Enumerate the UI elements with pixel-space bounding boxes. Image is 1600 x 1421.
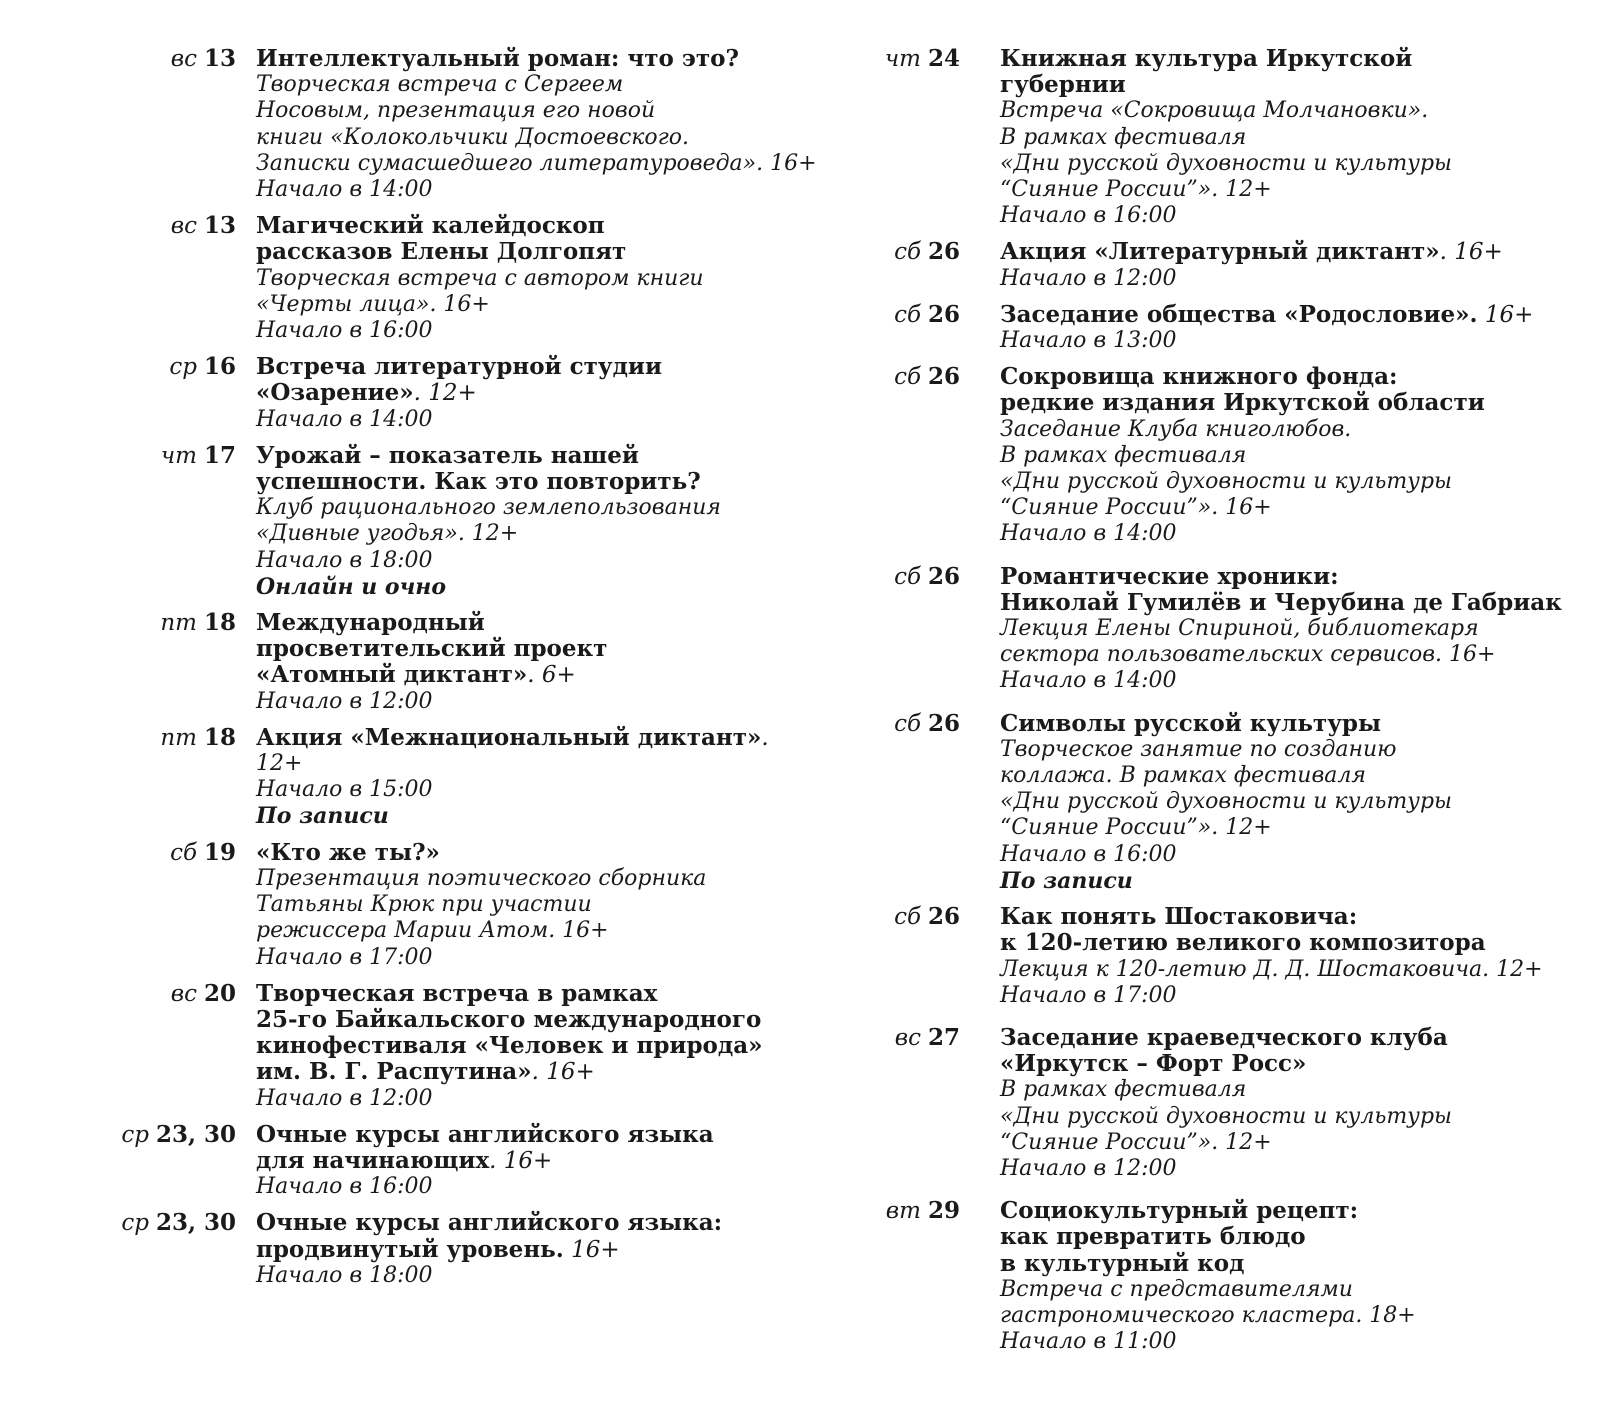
- event-item: [110, 725, 810, 830]
- event-weekday: чт: [884, 46, 921, 72]
- event-description-line: Презентация поэтического сборника: [256, 865, 707, 891]
- event-weekday: сб: [170, 839, 197, 866]
- event-title-line: Социокультурный рецепт:: [1000, 1197, 1359, 1225]
- event-title-text: Заседание общества «Родословие».: [1000, 300, 1478, 328]
- event-item: [860, 239, 1590, 291]
- event-attendance-note: Онлайн и очно: [256, 573, 447, 600]
- event-weekday: ср: [121, 1121, 149, 1148]
- event-details: [1000, 364, 1590, 547]
- event-title: [256, 213, 810, 265]
- event-title-text: для начинающих: [256, 1146, 490, 1174]
- event-title-line: 25-го Байкальского международного: [256, 1005, 762, 1033]
- event-start-time: Начало в 11:00: [1000, 1329, 1177, 1355]
- event-title: [1000, 711, 1590, 737]
- event-start-time: Начало в 18:00: [256, 547, 433, 573]
- event-title-line: Романтические хроники:: [1000, 562, 1339, 590]
- event-description-line: “Сияние России”». 12+: [1000, 1129, 1272, 1155]
- event-day-number: 29: [927, 1197, 960, 1225]
- event-age-rating: . 16+: [1439, 239, 1503, 266]
- event-description-line: Записки сумасшедшего литературоведа». 16+: [256, 150, 817, 176]
- schedule-column-right: [860, 46, 1590, 1355]
- event-date: [860, 711, 960, 737]
- event-details: [256, 725, 810, 830]
- event-details: [1000, 302, 1590, 354]
- event-title-line: просветительский проект: [256, 635, 608, 663]
- event-description-line: Татьяны Крюк при участии: [256, 892, 592, 918]
- event-start-time: Начало в 14:00: [256, 406, 433, 432]
- event-item: [860, 564, 1590, 695]
- event-age-rating: . 16+: [489, 1147, 553, 1174]
- event-title-line: Заседание краеведческого клуба: [1000, 1023, 1448, 1051]
- event-description-line: Лекция Елены Спириной, библиотекаря: [1000, 616, 1479, 642]
- event-details: [256, 1122, 810, 1201]
- event-description-line: книги «Колокольчики Достоевского.: [256, 124, 690, 150]
- event-description-line: Встреча «Сокровища Молчановки».: [1000, 98, 1429, 124]
- event-title-line: «Кто же ты?»: [256, 838, 440, 866]
- event-description-line: Носовым, презентация его новой: [256, 98, 656, 124]
- event-weekday: вс: [170, 980, 197, 1007]
- event-date: [110, 46, 236, 72]
- event-title-line: к 120-летию великого композитора: [1000, 929, 1486, 957]
- event-title-line: Встреча литературной студии: [256, 353, 663, 381]
- event-title-line: как превратить блюдо: [1000, 1223, 1306, 1251]
- event-title: [1000, 364, 1590, 416]
- event-weekday: вт: [885, 1198, 921, 1225]
- event-start-time: Начало в 12:00: [1000, 1155, 1177, 1181]
- event-item: [860, 1025, 1590, 1182]
- event-date: [860, 564, 960, 590]
- event-start-time: Начало в 16:00: [1000, 841, 1177, 867]
- event-date: [860, 302, 960, 328]
- event-date: [110, 213, 236, 239]
- event-start-time: Начало в 16:00: [1000, 203, 1177, 229]
- event-age-rating: . 12+: [413, 380, 477, 407]
- event-description-line: «Дни русской духовности и культуры: [1000, 789, 1452, 815]
- event-day-number: 26: [927, 709, 960, 737]
- event-title-text: «Атомный диктант»: [256, 661, 528, 689]
- event-day-number: 27: [927, 1023, 960, 1051]
- event-details: [256, 981, 810, 1112]
- event-item: [110, 610, 810, 715]
- event-title-line: Творческая встреча в рамках: [256, 979, 658, 1007]
- event-details: [256, 610, 810, 715]
- event-date: [860, 239, 960, 265]
- event-title: [1000, 904, 1590, 956]
- event-description-line: “Сияние России”». 16+: [1000, 495, 1272, 521]
- event-title: [256, 610, 810, 689]
- event-description-line: Творческая встреча с автором книги: [256, 265, 704, 291]
- event-title: [256, 354, 810, 406]
- event-details: [1000, 904, 1590, 1009]
- event-item: [110, 981, 810, 1112]
- event-details: [256, 1210, 810, 1289]
- event-title: [256, 981, 810, 1086]
- event-description-line: «Дивные угодья». 12+: [256, 521, 519, 547]
- event-details: [1000, 564, 1590, 695]
- event-date: [860, 364, 960, 390]
- event-start-time: Начало в 15:00: [256, 777, 433, 803]
- event-title-line: редкие издания Иркутской области: [1000, 389, 1485, 417]
- event-description-line: «Черты лица». 16+: [256, 291, 490, 317]
- event-attendance-note: По записи: [256, 803, 389, 830]
- event-title-line: в культурный код: [1000, 1249, 1245, 1277]
- event-title: [256, 1122, 810, 1174]
- event-title-line: рассказов Елены Долгопят: [256, 238, 627, 266]
- event-title-line: [256, 1148, 810, 1174]
- event-day-number: 26: [927, 300, 960, 328]
- event-date: [110, 725, 236, 751]
- event-title: [1000, 302, 1590, 328]
- event-start-time: Начало в 12:00: [1000, 265, 1177, 291]
- event-start-time: Начало в 16:00: [256, 1174, 433, 1200]
- event-title-line: [256, 725, 810, 751]
- event-description-line: Творческое занятие по созданию: [1000, 736, 1397, 762]
- event-date: [860, 904, 960, 930]
- event-title: [256, 840, 810, 866]
- event-day-number: 17: [203, 441, 236, 469]
- event-item: [110, 1122, 810, 1201]
- event-title-text: им. В. Г. Распутина»: [256, 1058, 532, 1086]
- event-item: [860, 364, 1590, 547]
- event-start-time: Начало в 14:00: [1000, 668, 1177, 694]
- event-description-line: 12+: [256, 751, 303, 777]
- event-title-line: губернии: [1000, 71, 1126, 99]
- event-day-number: 20: [203, 979, 236, 1007]
- event-title-text: Акция «Литературный диктант»: [1000, 238, 1440, 266]
- event-title-line: Очные курсы английского языка:: [256, 1209, 723, 1237]
- event-start-time: Начало в 17:00: [256, 944, 433, 970]
- event-weekday: чт: [160, 442, 197, 469]
- event-details: [256, 46, 817, 203]
- event-weekday: сб: [894, 239, 921, 266]
- event-title-line: Международный: [256, 609, 485, 637]
- event-title-text: продвинутый уровень.: [256, 1235, 564, 1263]
- event-title-line: Урожай – показатель нашей: [256, 441, 639, 469]
- event-day-number: 26: [927, 562, 960, 590]
- event-start-time: Начало в 12:00: [256, 688, 433, 714]
- event-date: [110, 443, 236, 469]
- event-day-number: 19: [203, 838, 236, 866]
- event-title: [1000, 1025, 1590, 1077]
- event-title-line: Магический калейдоскоп: [256, 212, 605, 240]
- event-description-line: В рамках фестиваля: [1000, 442, 1247, 468]
- event-details: [256, 213, 810, 344]
- event-age-rating: 16+: [1477, 301, 1534, 328]
- event-weekday: вс: [894, 1024, 921, 1051]
- event-day-number: 26: [927, 363, 960, 391]
- event-weekday: пт: [160, 724, 197, 751]
- event-day-number: 16: [203, 353, 236, 381]
- event-details: [256, 354, 810, 433]
- event-details: [1000, 46, 1590, 229]
- event-description-line: Заседание Клуба книголюбов.: [1000, 416, 1352, 442]
- event-description-line: «Дни русской духовности и культуры: [1000, 150, 1452, 176]
- event-title: [256, 443, 810, 495]
- event-details: [256, 840, 810, 971]
- event-description-line: Встреча с представителями: [1000, 1276, 1353, 1302]
- event-item: [110, 840, 810, 971]
- event-title: [256, 725, 810, 751]
- event-title-line: Николай Гумилёв и Черубина де Габриак: [1000, 588, 1562, 616]
- event-item: [110, 45, 817, 203]
- event-day-number: 13: [203, 45, 236, 72]
- event-weekday: ср: [121, 1210, 149, 1237]
- event-attendance-note: По записи: [1000, 867, 1133, 894]
- event-item: [110, 213, 810, 344]
- event-date: [860, 1025, 960, 1051]
- event-weekday: вс: [170, 46, 197, 72]
- event-start-time: Начало в 16:00: [256, 318, 433, 344]
- event-day-number: 23, 30: [155, 1120, 236, 1148]
- event-start-time: Начало в 17:00: [1000, 982, 1177, 1008]
- event-title-text: Акция «Межнациональный диктант»: [256, 723, 762, 751]
- event-description-line: Лекция к 120-летию Д. Д. Шостаковича. 12+: [1000, 956, 1543, 982]
- event-title-line: Очные курсы английского языка: [256, 1120, 714, 1148]
- event-title-line: Как понять Шостаковича:: [1000, 903, 1358, 931]
- event-start-time: Начало в 18:00: [256, 1262, 433, 1288]
- event-description-line: “Сияние России”». 12+: [1000, 177, 1272, 203]
- event-title-text: «Озарение»: [256, 379, 414, 407]
- event-start-time: Начало в 14:00: [1000, 521, 1177, 547]
- event-date: [110, 610, 236, 636]
- event-description-line: Творческая встреча с Сергеем: [256, 72, 624, 98]
- event-start-time: Начало в 13:00: [1000, 328, 1177, 354]
- event-item: [860, 46, 1590, 229]
- event-description-line: В рамках фестиваля: [1000, 1077, 1247, 1103]
- event-description-line: сектора пользовательских сервисов. 16+: [1000, 642, 1496, 668]
- event-age-rating: 16+: [563, 1236, 620, 1263]
- event-description-line: “Сияние России”». 12+: [1000, 815, 1272, 841]
- event-title-line: [1000, 302, 1590, 328]
- event-item: [110, 443, 810, 600]
- event-weekday: сб: [894, 710, 921, 737]
- event-date: [110, 840, 236, 866]
- event-date: [110, 981, 236, 1007]
- event-age-rating: .: [761, 724, 769, 751]
- event-date: [860, 1198, 960, 1224]
- event-title: [1000, 1198, 1590, 1277]
- event-day-number: 24: [927, 45, 960, 72]
- event-item: [860, 904, 1590, 1009]
- event-date: [110, 1210, 236, 1236]
- event-day-number: 26: [927, 238, 960, 266]
- event-title-line: успешности. Как это повторить?: [256, 468, 701, 496]
- event-description-line: «Дни русской духовности и культуры: [1000, 469, 1452, 495]
- event-day-number: 26: [927, 903, 960, 931]
- event-title: [1000, 564, 1590, 616]
- event-weekday: сб: [894, 563, 921, 590]
- event-description-line: коллажа. В рамках фестиваля: [1000, 763, 1366, 789]
- event-item: [860, 1198, 1590, 1355]
- event-description-line: режиссера Марии Атом. 16+: [256, 918, 609, 944]
- event-title: [256, 1210, 810, 1262]
- event-title-line: [1000, 239, 1590, 265]
- event-weekday: вс: [170, 213, 197, 240]
- event-title: [1000, 239, 1590, 265]
- event-item: [860, 711, 1590, 894]
- event-age-rating: . 6+: [527, 662, 576, 689]
- event-weekday: сб: [894, 301, 921, 328]
- event-title-line: Книжная культура Иркутской: [1000, 45, 1413, 72]
- event-details: [1000, 239, 1590, 291]
- event-details: [256, 443, 810, 600]
- event-details: [1000, 1025, 1590, 1182]
- event-description-line: Клуб рационального землепользования: [256, 495, 721, 521]
- event-description-line: гастрономического кластера. 18+: [1000, 1302, 1416, 1328]
- event-title-line: [256, 1059, 810, 1085]
- event-title-line: [256, 380, 810, 406]
- event-title-line: [256, 1237, 810, 1263]
- event-date: [110, 1122, 236, 1148]
- event-description-line: «Дни русской духовности и культуры: [1000, 1103, 1452, 1129]
- event-day-number: 18: [203, 723, 236, 751]
- event-item: [860, 302, 1590, 354]
- event-title: [1000, 46, 1590, 98]
- event-day-number: 23, 30: [155, 1209, 236, 1237]
- event-weekday: пт: [160, 610, 197, 637]
- event-title-line: «Иркутск – Форт Росс»: [1000, 1050, 1307, 1078]
- event-weekday: сб: [894, 904, 921, 931]
- event-title-line: Сокровища книжного фонда:: [1000, 363, 1398, 391]
- event-details: [1000, 1198, 1590, 1355]
- event-weekday: сб: [894, 364, 921, 391]
- event-description-line: В рамках фестиваля: [1000, 124, 1247, 150]
- event-item: [110, 354, 810, 433]
- event-date: [860, 46, 960, 72]
- schedule-column-left: [110, 45, 817, 1289]
- event-title-line: Интеллектуальный роман: что это?: [256, 45, 739, 72]
- event-title: [256, 46, 817, 72]
- event-start-time: Начало в 14:00: [256, 177, 433, 203]
- event-weekday: ср: [169, 354, 197, 381]
- event-day-number: 18: [203, 609, 236, 637]
- event-title-line: [256, 662, 810, 688]
- event-item: [110, 1210, 810, 1289]
- event-date: [110, 354, 236, 380]
- event-title-line: Символы русской культуры: [1000, 709, 1382, 737]
- event-start-time: Начало в 12:00: [256, 1085, 433, 1111]
- event-title-line: кинофестиваля «Человек и природа»: [256, 1032, 763, 1060]
- event-age-rating: . 16+: [531, 1059, 595, 1086]
- event-details: [1000, 711, 1590, 894]
- event-day-number: 13: [203, 212, 236, 240]
